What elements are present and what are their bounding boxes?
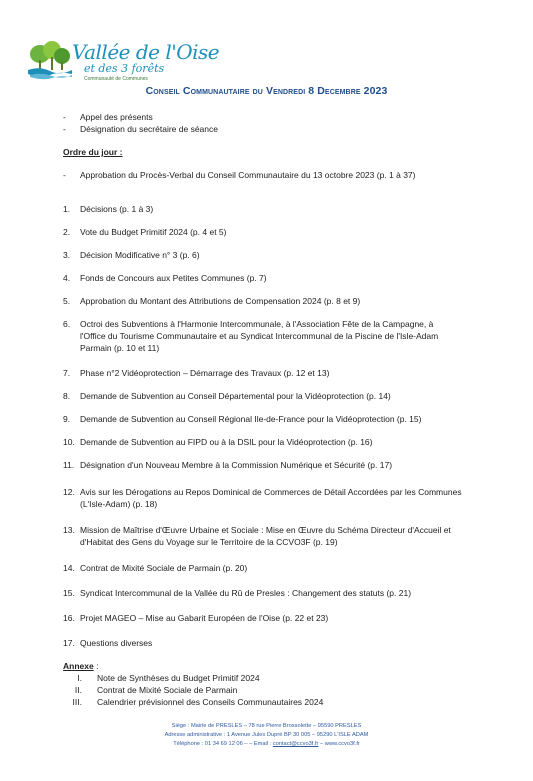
footer-address: Siège : Mairie de PRESLES – 78 rue Pierre Brossolette – 95590 PRESLES [171,723,362,729]
agenda-item-text: Vote du Budget Primitif 2024 (p. 4 et 5) [80,227,227,237]
agenda-item-number: 6. [63,319,71,329]
agenda-item-text: Octroi des Subventions à l'Harmonie Intercommunale, à l'Association Fête de la Campagne, à [80,319,434,329]
agenda-item-number: 11. [63,460,75,470]
logo [26,40,220,88]
tree-logo-icon [26,40,74,80]
agenda-item-text: Décisions (p. 1 à 3) [80,204,154,214]
annex-item: Calendrier prévisionnel des Conseils Communautaires 2024 [97,697,324,707]
agenda-item-text: Projet MAGEO – Mise au Gabarit Européen de l'Oise (p. 22 et 23) [80,613,329,623]
agenda-item-text: l'Office du Tourisme Communautaire et au Syndicat Intercommunal de la Piscine de l'Isle-Adam [80,331,439,341]
logo-title: Vallée de l'Oise [72,40,220,64]
agenda-item-text: Demande de Subvention au Conseil Régional Ile-de-France pour la Vidéoprotection (p. 15) [80,414,422,424]
agenda-item-text: Désignation d'un Nouveau Membre à la Commission Numérique et Sécurité (p. 17) [80,460,393,470]
agenda-item-number: 17. [63,638,75,648]
agenda-item-number: 13. [63,525,75,535]
preliminary-roll-call: Appel des présents [80,112,153,122]
agenda-heading: Ordre du jour : [63,147,123,157]
agenda-item-number: 9. [63,414,71,424]
agenda-item-text: Demande de Subvention au Conseil Départemental pour la Vidéoprotection (p. 14) [80,391,391,401]
agenda-item-text: Phase n°2 Vidéoprotection – Démarrage des Travaux (p. 12 et 13) [80,368,330,378]
agenda-item-text: Parmain (p. 10 et 11) [80,343,160,353]
agenda-item-text: Fonds de Concours aux Petites Communes (p. 7) [80,273,267,283]
agenda-item-text: Avis sur les Dérogations au Repos Dominical de Commerces de Détail Accordées par les Communes [80,487,462,497]
agenda-item-text: d'Habitat des Gens du Voyage sur le Territoire de la CCVO3F (p. 19) [80,537,338,547]
agenda-item-number: 14. [63,563,75,573]
list-bullet: - [63,112,66,122]
agenda-item-number: 10. [63,437,75,447]
logo-caption: Communauté de Communes [84,76,148,82]
agenda-item-text: Demande de Subvention au FIPD ou à la DSIL pour la Vidéoprotection (p. 16) [80,437,373,447]
agenda-item-number: 2. [63,227,71,237]
agenda-item-number: 4. [63,273,71,283]
annex-number: II. [74,685,82,695]
agenda-item-text: Mission de Maîtrise d'Œuvre Urbaine et Sociale : Mise en Œuvre du Schéma Directeur d'Accueil et [80,525,451,535]
approval-item: Approbation du Procès-Verbal du Conseil Communautaire du 13 octobre 2023 (p. 1 à 37) [80,170,416,180]
footer-email-link[interactable]: contact@ccvo3f.fr [272,741,319,747]
footer-website: – www.ccvo3f.fr [318,741,360,747]
footer-contact [0,740,533,749]
agenda-item-number: 1. [63,204,71,214]
footer-phone: Téléphone : 01 34 69 12 06 – – Email : [173,741,273,747]
annex-item: Contrat de Mixité Sociale de Parmain [97,685,238,695]
preliminary-secretary: Désignation du secrétaire de séance [80,124,218,134]
annex-label: Annexe [63,661,94,671]
agenda-item-number: 3. [63,250,71,260]
agenda-item-text: Contrat de Mixité Sociale de Parmain (p. 20) [80,563,248,573]
agenda-item-number: 16. [63,613,75,623]
agenda-item-number: 7. [63,368,71,378]
logo-subtitle: et des 3 forêts [84,62,165,75]
agenda-item-text: Syndicat Intercommunal de la Vallée du Rû de Presles : Changement des statuts (p. 21) [80,588,412,598]
annex-colon: : [93,661,99,671]
agenda-item-number: 12. [63,487,75,497]
annex-number: I. [77,673,82,683]
list-bullet: - [63,124,66,134]
agenda-item-number: 8. [63,391,71,401]
list-bullet: - [63,170,66,180]
footer-admin-address: Adresse administrative : 1 Avenue Jules Dupré BP 30 005 – 95290 L'ISLE ADAM [164,732,369,738]
agenda-item-text: Décision Modificative n° 3 (p. 6) [80,250,200,260]
agenda-item-text: Approbation du Montant des Attributions de Compensation 2024 (p. 8 et 9) [80,296,361,306]
annex-heading [63,660,98,672]
annex-number: III. [72,697,82,707]
agenda-item-number: 5. [63,296,71,306]
annex-item: Note de Synthèses du Budget Primitif 2024 [97,673,260,683]
document-title: Conseil Communautaire du Vendredi 8 Decembre 2023 [145,85,388,97]
agenda-item-text: Questions diverses [80,638,153,648]
agenda-item-number: 15. [63,588,75,598]
agenda-item-text: (L'Isle-Adam) (p. 18) [80,499,158,509]
